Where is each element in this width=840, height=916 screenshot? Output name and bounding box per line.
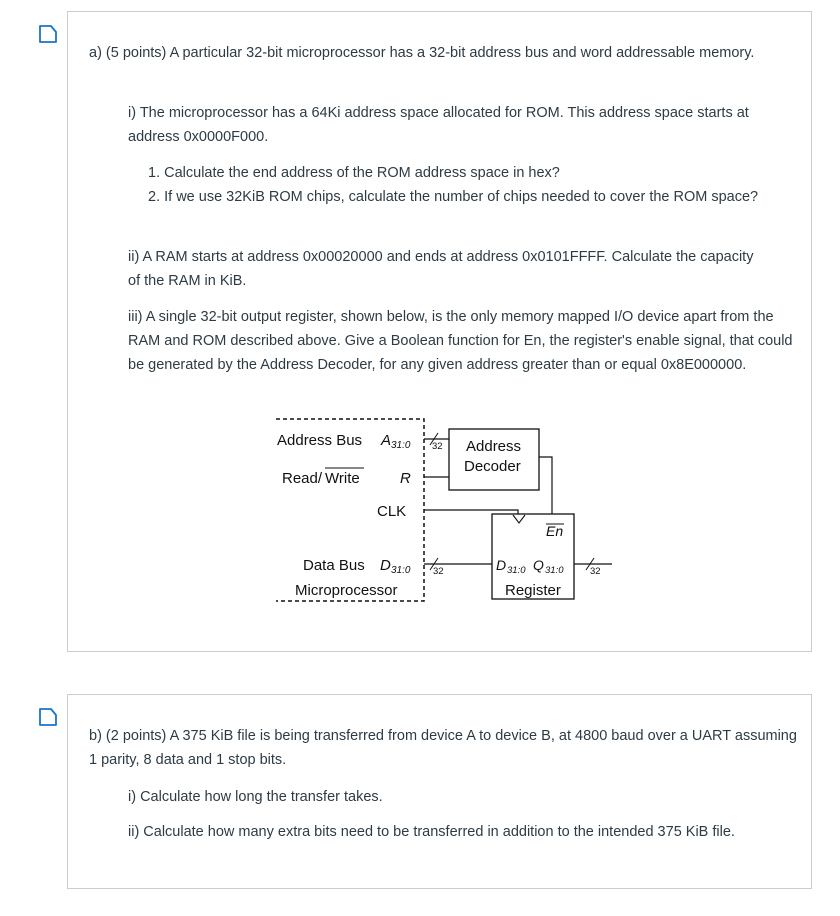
register-d-subscript: 31:0 (507, 565, 526, 576)
question-a-list-item-1: 1. Calculate the end address of the ROM address space in hex? (148, 165, 560, 181)
output-width: 32 (590, 566, 601, 577)
register-label: Register (505, 582, 561, 599)
address-bus-width: 32 (432, 441, 443, 452)
question-a-part-iii: iii) A single 32-bit output register, shown below, is the only memory mapped I/O device apart from the RAM and ROM described above. Give a Boolean function for En, the register's enable signal, that could be generated by the Address Decoder, for any given address greater than or equal 0x8E000000. (128, 309, 793, 373)
read-label: Read/ (282, 470, 323, 487)
question-a-intro: a) (5 points) A particular 32-bit microprocessor has a 32-bit address bus and word addressable memory. (89, 45, 755, 61)
question-b-part-ii: ii) Calculate how many extra bits need to be transferred in addition to the intended 375 KiB file. (128, 824, 735, 840)
address-decoder-label-1: Address (466, 438, 522, 455)
question-b-intro: b) (2 points) A 375 KiB file is being transferred from device A to device B, at 4800 baud over a UART assuming 1 parity, 8 data and 1 stop bits. (89, 728, 797, 768)
register-d-symbol: D (496, 557, 507, 573)
question-a-list-item-2: 2. If we use 32KiB ROM chips, calculate the number of chips needed to cover the ROM space? (148, 189, 759, 205)
data-bus-symbol: D (380, 557, 391, 574)
data-bus-label: Data Bus (303, 557, 365, 574)
question-a-part-ii: ii) A RAM starts at address 0x00020000 and ends at address 0x0101FFFF. Calculate the capacity of the RAM in KiB. (128, 249, 754, 289)
bookmark-flag-icon[interactable] (37, 706, 59, 728)
clk-label: CLK (377, 503, 407, 520)
data-bus-subscript: 31:0 (391, 565, 411, 576)
enable-label: En (546, 523, 564, 539)
address-bus-label: Address Bus (277, 432, 363, 449)
r-label: R (400, 470, 411, 487)
address-bus-subscript: 31:0 (391, 440, 411, 451)
data-bus-width: 32 (433, 566, 444, 577)
address-bus-symbol: A (381, 432, 392, 449)
question-b-part-i: i) Calculate how long the transfer takes. (128, 789, 383, 805)
address-decoder-label-2: Decoder (464, 458, 521, 475)
register-q-subscript: 31:0 (545, 565, 564, 576)
circuit-diagram (270, 412, 620, 612)
register-q-symbol: Q (533, 557, 544, 573)
enable-line (539, 457, 552, 514)
bookmark-flag-icon[interactable] (37, 23, 59, 45)
microprocessor-label: Microprocessor (295, 582, 398, 599)
question-a-part-i: i) The microprocessor has a 64Ki address space allocated for ROM. This address space starts at address 0x0000F000. (128, 105, 749, 145)
write-label: Write (325, 470, 360, 487)
